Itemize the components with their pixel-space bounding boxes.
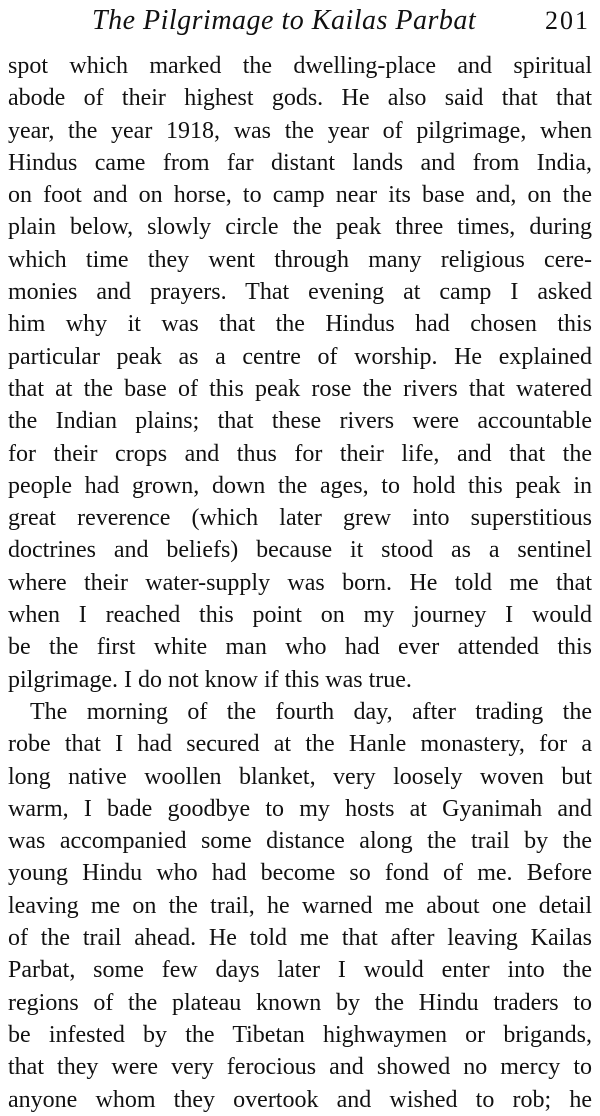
- text-line: warm, I bade goodbye to my hosts at Gyanimah and: [8, 795, 592, 822]
- text-line: that they were very ferocious and showed no mercy to: [8, 1054, 592, 1081]
- text-line: regions of the plateau known by the Hindu traders to: [8, 989, 592, 1016]
- text-line: when I reached this point on my journey I would: [8, 602, 592, 629]
- running-head: [8, 2, 592, 44]
- text-line: people had grown, down the ages, to hold this peak in: [8, 472, 592, 499]
- text-line: particular peak as a centre of worship. He explained: [8, 343, 592, 370]
- body-text: [8, 50, 592, 1116]
- text-line: be infested by the Tibetan highwaymen or brigands,: [8, 1021, 592, 1048]
- text-line: monies and prayers. That evening at camp I asked: [8, 279, 592, 306]
- text-line: plain below, slowly circle the peak three times, during: [8, 214, 592, 241]
- text-line: great reverence (which later grew into superstitious: [8, 505, 592, 532]
- text-line: for their crops and thus for their life, and that the: [8, 440, 592, 467]
- text-line: young Hindu who had become so fond of me. Before: [8, 860, 592, 887]
- text-line: spot which marked the dwelling-place and spiritual: [8, 53, 592, 79]
- text-line: be the first white man who had ever attended this: [8, 634, 592, 661]
- text-line: Parbat, some few days later I would enter into the: [8, 957, 592, 984]
- text-line: where their water-supply was born. He told me that: [8, 569, 592, 596]
- text-line: anyone whom they overtook and wished to rob; he: [8, 1086, 592, 1113]
- text-line: doctrines and beliefs) because it stood as a sentinel: [8, 537, 592, 564]
- text-line: him why it was that the Hindus had chosen this: [8, 311, 592, 338]
- text-line: of the trail ahead. He told me that after leaving Kailas: [8, 925, 592, 952]
- text-line: the Indian plains; that these rivers were accountable: [8, 408, 592, 435]
- text-line: abode of their highest gods. He also said that that: [8, 85, 592, 112]
- page-number: 201: [545, 6, 590, 35]
- book-page: [8, 0, 592, 1113]
- text-line: year, the year 1918, was the year of pilgrimage, when: [8, 117, 592, 144]
- text-line: pilgrimage. I do not know if this was true.: [8, 666, 412, 693]
- text-line: robe that I had secured at the Hanle monastery, for a: [8, 731, 592, 758]
- running-title: The Pilgrimage to Kailas Parbat: [92, 5, 477, 36]
- text-line: leaving me on the trail, he warned me about one detail: [8, 892, 592, 919]
- text-line: The morning of the fourth day, after trading the: [30, 698, 592, 725]
- text-line: that at the base of this peak rose the rivers that watered: [8, 375, 592, 402]
- paragraph: [8, 50, 592, 696]
- text-line: on foot and on horse, to camp near its base and, on the: [8, 182, 592, 209]
- text-line: was accompanied some distance along the trail by the: [8, 828, 592, 855]
- text-line: long native woollen blanket, very loosely woven but: [8, 763, 592, 790]
- text-line: Hindus came from far distant lands and from India,: [8, 149, 592, 176]
- paragraph: [8, 696, 592, 1116]
- text-line: which time they went through many religious cere-: [8, 246, 592, 273]
